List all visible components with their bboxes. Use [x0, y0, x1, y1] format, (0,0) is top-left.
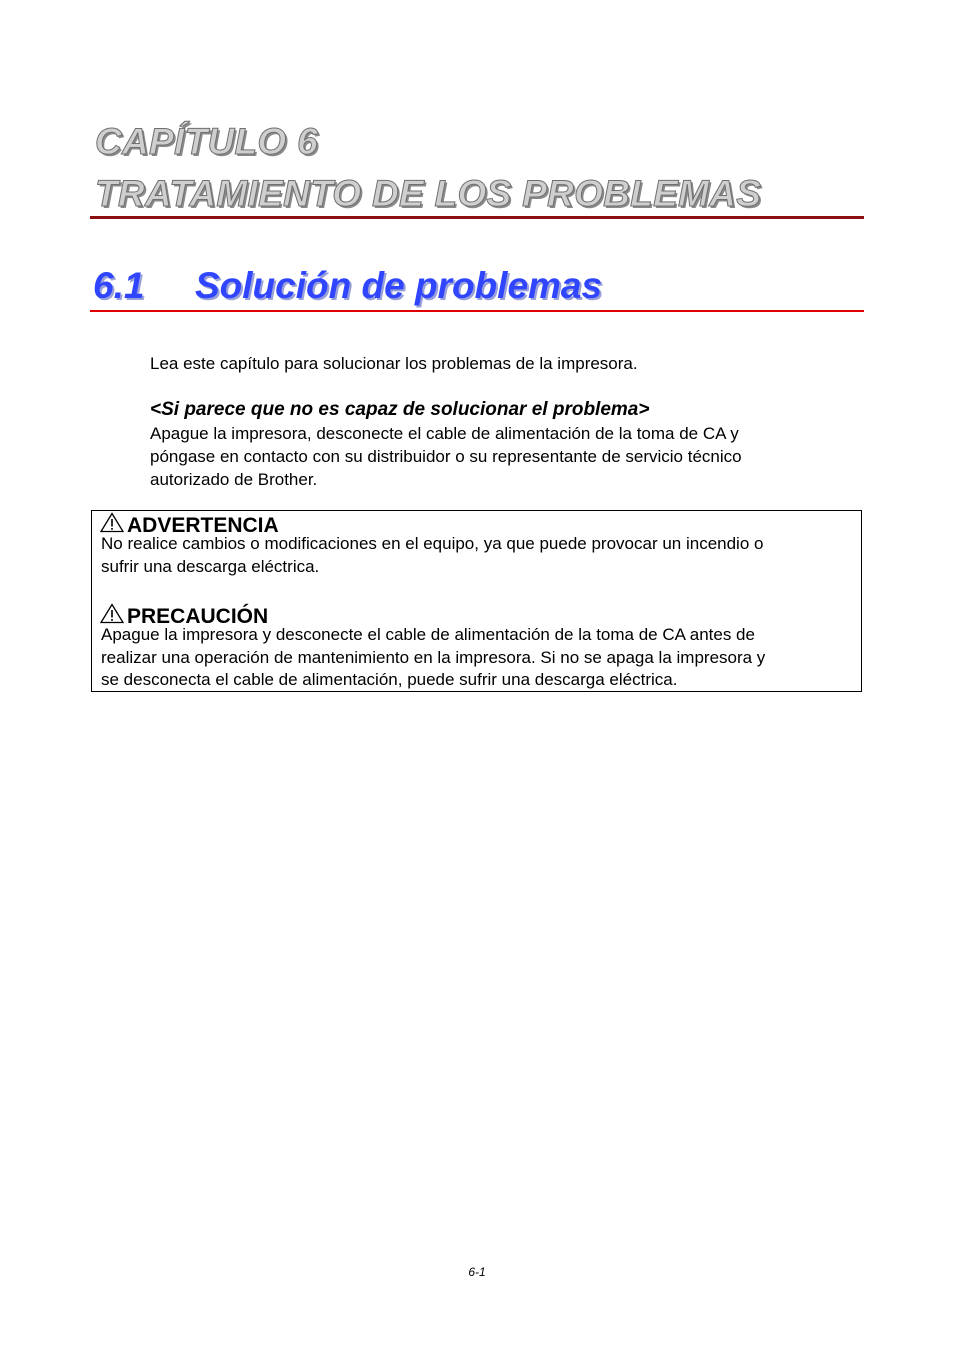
warning-text-line: sufrir una descarga eléctrica. — [101, 556, 320, 576]
caution-text-line: Apague la impresora y desconecte el cable de alimentación de la toma de CA antes de — [101, 625, 755, 644]
chapter-title-line1: CAPÍTULO 6 — [95, 121, 318, 162]
section-number: 6.1 — [93, 265, 145, 306]
subsection-body — [150, 422, 850, 491]
intro-paragraph: Lea este capítulo para solucionar los problemas de la impresora. — [150, 354, 638, 373]
warning-text-line: No realice cambios o modificaciones en el equipo, ya que puede provocar un incendio o — [101, 534, 764, 553]
subsection-body-line: autorizado de Brother. — [150, 470, 318, 489]
warning-text — [101, 533, 857, 578]
subsection-body-line: póngase en contacto con su distribuidor o su representante de servicio técnico — [150, 447, 742, 466]
chapter-divider — [90, 216, 864, 219]
subsection-heading: <Si parece que no es capaz de solucionar el problema> — [150, 399, 650, 420]
caution-text-line: se desconecta el cable de alimentación, puede sufrir una descarga eléctrica. — [101, 670, 678, 689]
section-divider — [90, 310, 864, 312]
caution-heading-label: PRECAUCIÓN — [127, 604, 269, 628]
caution-text-line: realizar una operación de mantenimiento en la impresora. Si no se apaga la impresora y — [101, 647, 766, 667]
chapter-title — [95, 116, 761, 220]
page-number: 6-1 — [468, 1265, 486, 1279]
warning-heading-label: ADVERTENCIA — [127, 513, 279, 537]
safety-notice-box — [91, 510, 862, 692]
caution-text — [101, 624, 857, 692]
chapter-title-line2: TRATAMIENTO DE LOS PROBLEMAS — [95, 173, 762, 214]
section-title-text: Solución de problemas — [195, 265, 603, 306]
section-title — [93, 262, 602, 310]
subsection-body-line: Apague la impresora, desconecte el cable de alimentación de la toma de CA y — [150, 424, 739, 443]
